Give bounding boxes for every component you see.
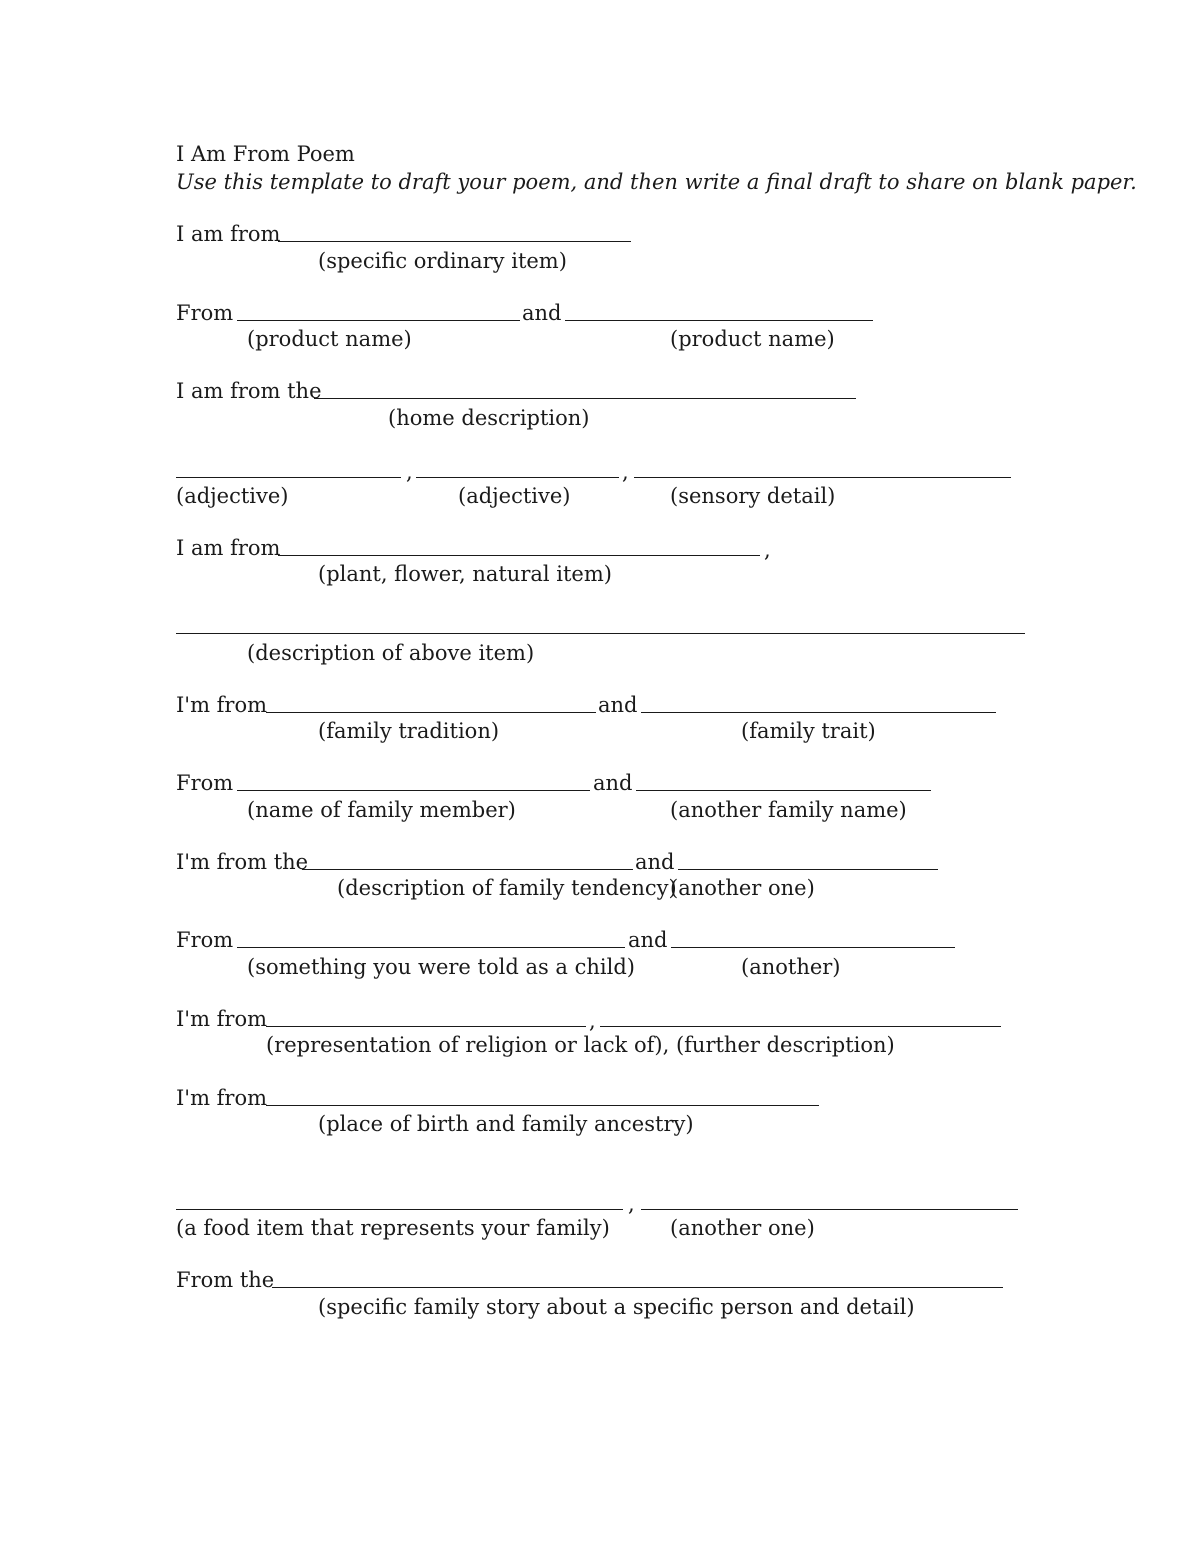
line-9-join: and [635, 850, 675, 874]
line-10-hint-2: (another) [741, 955, 841, 979]
line-9-hint-2: (another one) [670, 876, 815, 900]
line-7-hint-1: (family tradition) [318, 719, 500, 743]
line-6-blank[interactable] [176, 633, 1025, 634]
page-title: I Am From Poem [176, 142, 355, 166]
line-13-blank-2[interactable] [641, 1209, 1018, 1210]
line-3-prefix: I am from the [176, 379, 322, 403]
line-4-hint-2: (adjective) [458, 484, 571, 508]
line-4-hint-1: (adjective) [176, 484, 289, 508]
line-9-blank-1[interactable] [302, 869, 633, 870]
line-8-prefix: From [176, 771, 234, 795]
line-11-prefix: I'm from [176, 1007, 268, 1031]
line-13-blank-1[interactable] [176, 1209, 623, 1210]
line-13-hint-1: (a food item that represents your family) [176, 1216, 610, 1240]
line-6-hint: (description of above item) [247, 641, 535, 665]
line-4-blank-3[interactable] [634, 477, 1011, 478]
line-11-blank-2[interactable] [600, 1026, 1001, 1027]
line-10-blank-1[interactable] [237, 947, 625, 948]
line-11-hint: (representation of religion or lack of), (further description) [266, 1033, 895, 1057]
line-3-blank[interactable] [314, 398, 856, 399]
line-1-blank[interactable] [278, 241, 631, 242]
line-2-blank-1[interactable] [237, 320, 520, 321]
line-7-hint-2: (family trait) [741, 719, 876, 743]
line-9-blank-2[interactable] [678, 869, 938, 870]
line-10-prefix: From [176, 928, 234, 952]
line-5-suffix: , [764, 538, 771, 562]
line-8-blank-2[interactable] [636, 790, 931, 791]
line-13-hint-2: (another one) [670, 1216, 815, 1240]
line-11-sep: , [589, 1009, 596, 1033]
line-12-blank[interactable] [266, 1105, 819, 1106]
line-2-blank-2[interactable] [565, 320, 873, 321]
line-14-hint: (specific family story about a specific person and detail) [318, 1295, 915, 1319]
line-10-hint-1: (something you were told as a child) [247, 955, 635, 979]
line-14-prefix: From the [176, 1268, 275, 1292]
line-4-sep-1: , [406, 460, 413, 484]
line-8-hint-2: (another family name) [670, 798, 907, 822]
line-8-hint-1: (name of family member) [247, 798, 516, 822]
line-5-prefix: I am from [176, 536, 281, 560]
line-4-hint-3: (sensory detail) [670, 484, 836, 508]
line-9-prefix: I'm from the [176, 850, 309, 874]
line-4-sep-2: , [622, 460, 629, 484]
line-2-join: and [522, 301, 562, 325]
line-2-prefix: From [176, 301, 234, 325]
line-8-join: and [593, 771, 633, 795]
line-4-blank-1[interactable] [176, 477, 401, 478]
line-9-hint-1: (description of family tendency) [337, 876, 677, 900]
line-13-sep: , [628, 1192, 635, 1216]
line-10-blank-2[interactable] [671, 947, 955, 948]
line-14-blank[interactable] [272, 1287, 1003, 1288]
line-2-hint-1: (product name) [247, 327, 412, 351]
line-10-join: and [628, 928, 668, 952]
line-2-hint-2: (product name) [670, 327, 835, 351]
line-12-hint: (place of birth and family ancestry) [318, 1112, 694, 1136]
line-4-blank-2[interactable] [416, 477, 619, 478]
instructions: Use this template to draft your poem, and then write a final draft to share on blank paper. [176, 170, 1137, 194]
line-7-join: and [598, 693, 638, 717]
line-11-blank-1[interactable] [266, 1026, 586, 1027]
line-7-blank-2[interactable] [641, 712, 996, 713]
line-8-blank-1[interactable] [237, 790, 590, 791]
line-5-blank[interactable] [278, 555, 760, 556]
line-7-blank-1[interactable] [266, 712, 596, 713]
line-12-prefix: I'm from [176, 1086, 268, 1110]
line-5-hint: (plant, flower, natural item) [318, 562, 612, 586]
line-1-prefix: I am from [176, 222, 281, 246]
line-7-prefix: I'm from [176, 693, 268, 717]
line-1-hint: (specific ordinary item) [318, 249, 567, 273]
line-3-hint: (home description) [388, 406, 590, 430]
